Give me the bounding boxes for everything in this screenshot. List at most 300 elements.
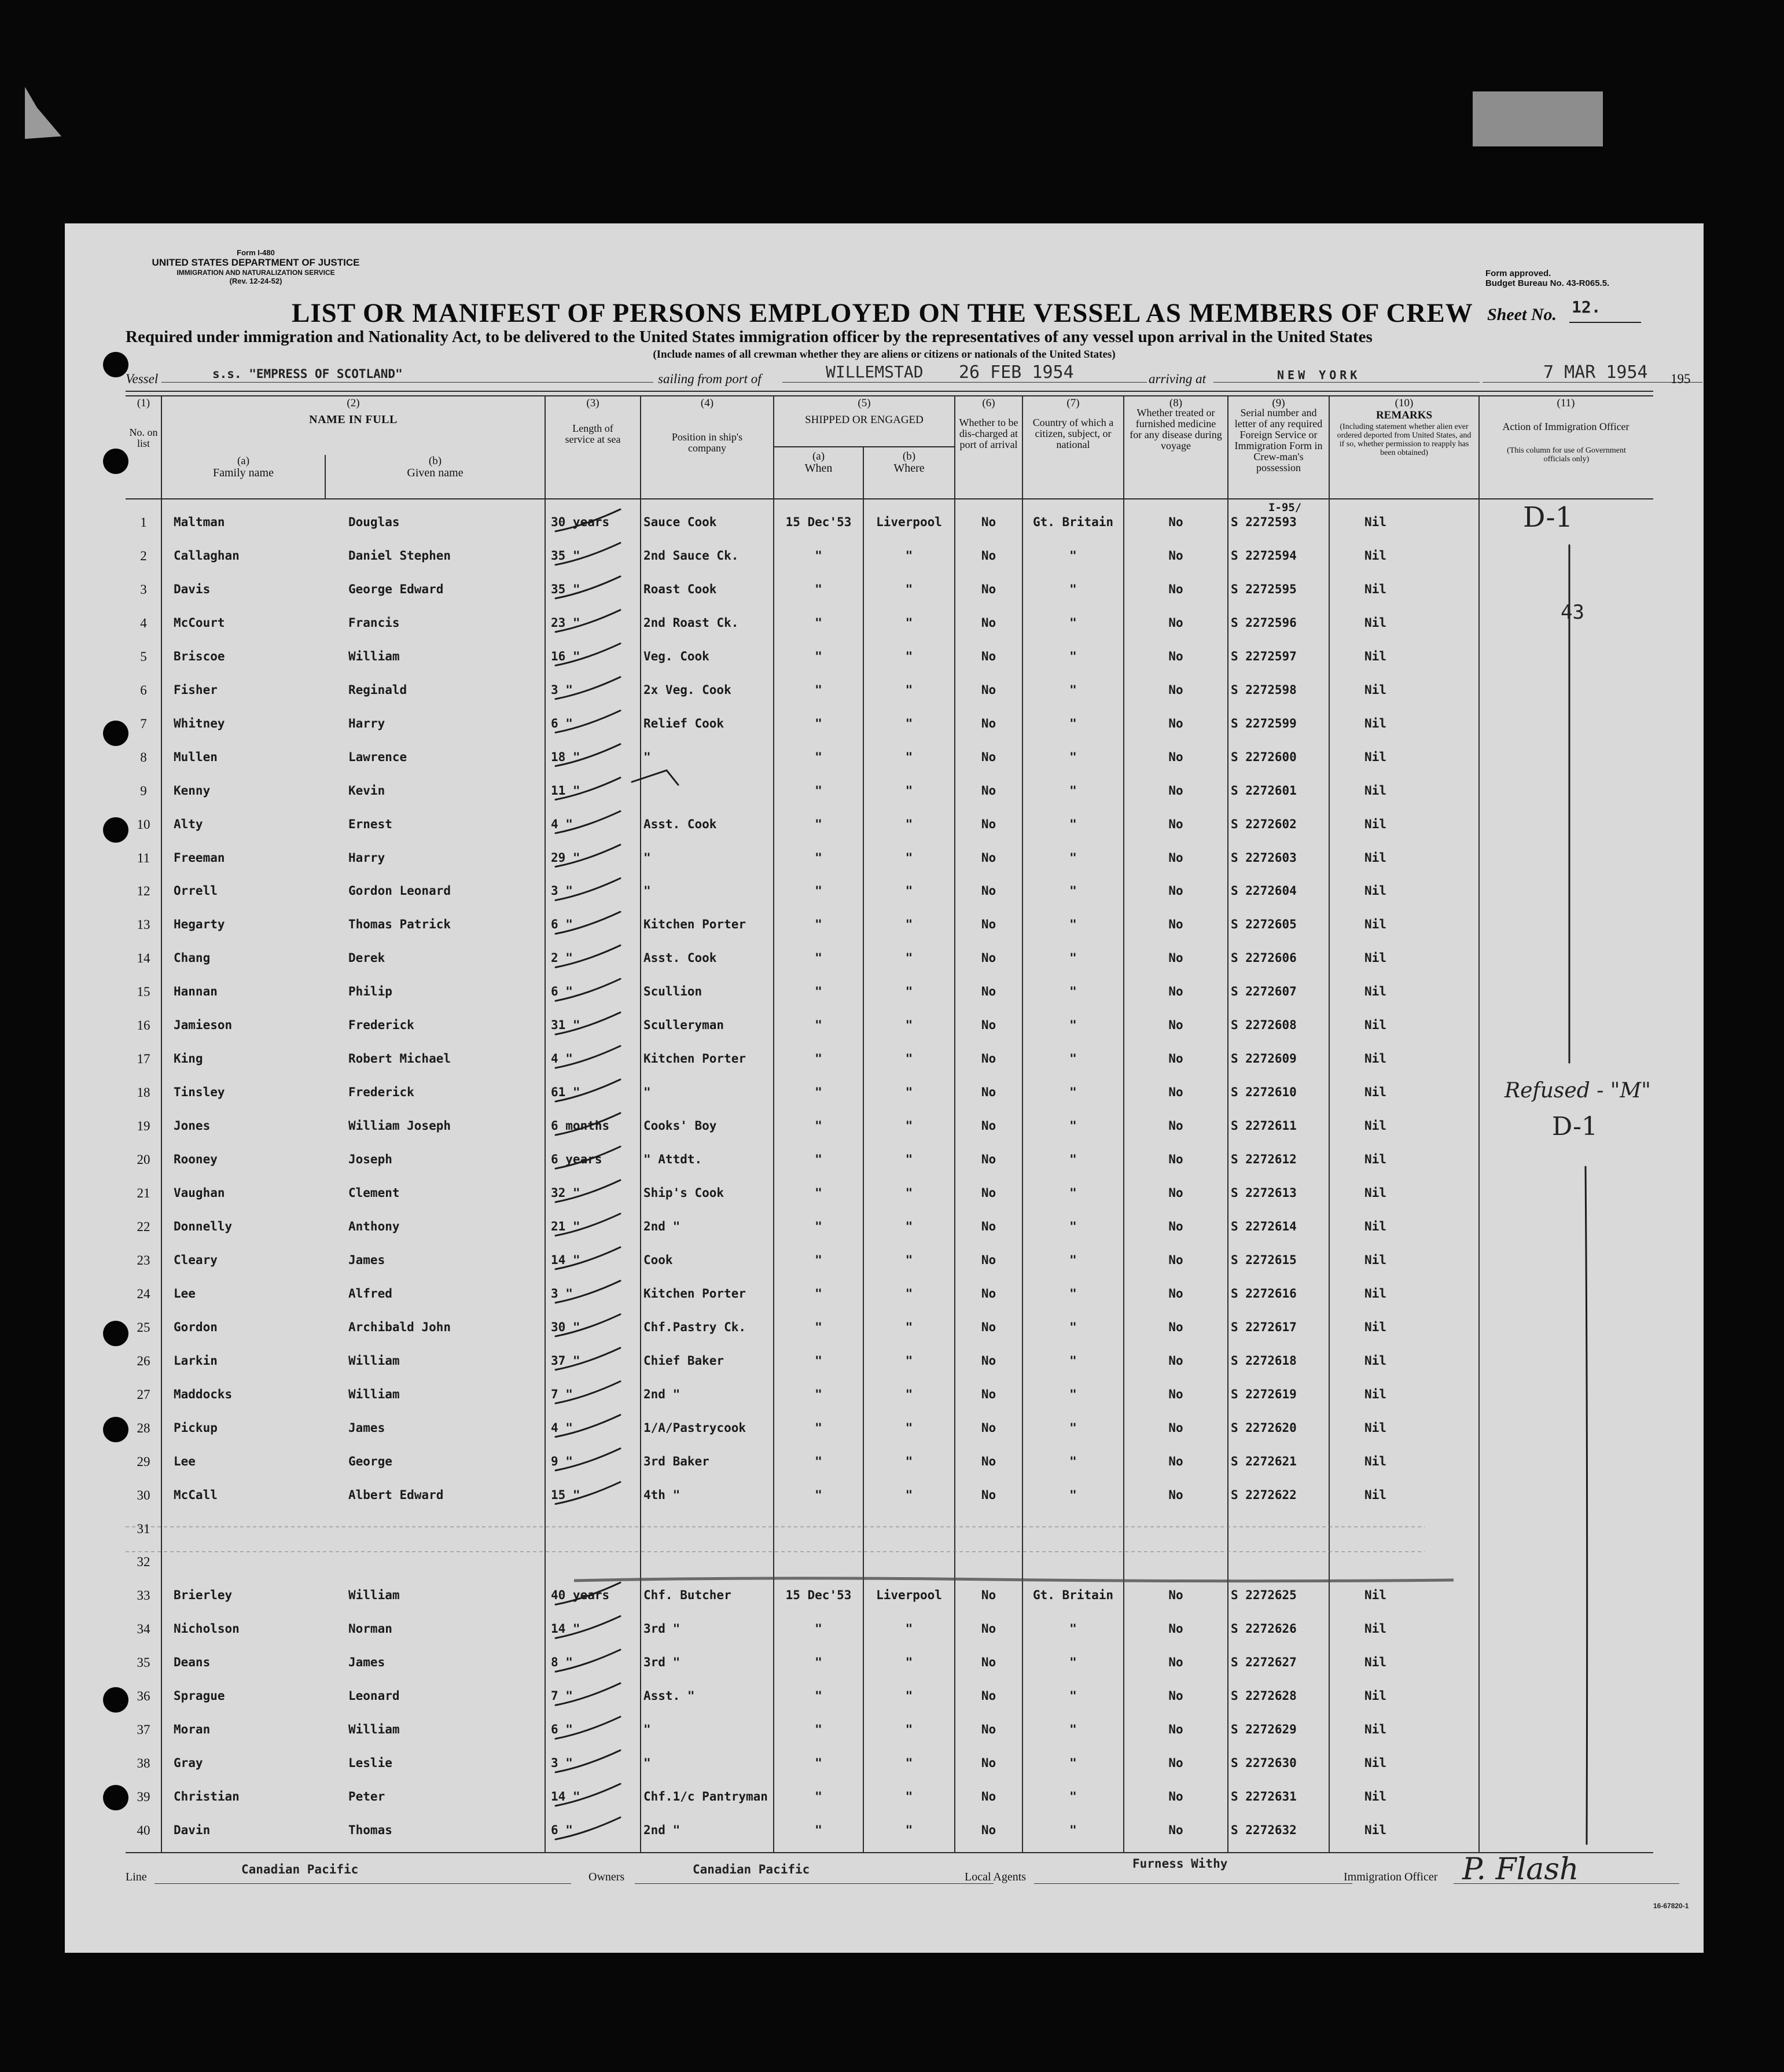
shipped-where: " — [905, 1052, 913, 1066]
shipped-when: " — [815, 716, 822, 730]
citizenship: " — [1069, 1387, 1077, 1401]
shipped-when: " — [815, 1252, 822, 1267]
service-checkmark — [556, 1784, 620, 1806]
binder-hole — [103, 817, 128, 843]
col2-header: NAME IN FULL — [309, 413, 398, 426]
position: Cook — [643, 1252, 673, 1267]
discharge-flag: No — [981, 1823, 996, 1838]
length-of-service: 14 " — [551, 1252, 580, 1267]
treated-flag: No — [1168, 1320, 1183, 1334]
officer-note-d1-bottom: D-1 — [1552, 1112, 1598, 1141]
local-agents-value: Furness Withy — [1132, 1857, 1228, 1871]
row-number: 38 — [137, 1756, 150, 1771]
citizenship: " — [1069, 984, 1077, 999]
discharge-flag: No — [981, 1420, 996, 1435]
citizenship: " — [1069, 716, 1077, 730]
arrival-date: 7 MAR 1954 — [1543, 362, 1648, 383]
paper-scrap — [1473, 91, 1603, 146]
serial-number: S 2272629 — [1231, 1722, 1297, 1737]
given-name: Thomas — [348, 1823, 392, 1838]
sailing-label: sailing from port of — [658, 372, 762, 386]
row-number: 7 — [140, 716, 147, 731]
shipped-when: " — [815, 1085, 822, 1100]
serial-number: S 2272597 — [1231, 649, 1297, 663]
row-number: 14 — [137, 951, 150, 966]
serial-number: S 2272612 — [1231, 1152, 1297, 1167]
binder-hole — [103, 449, 128, 474]
length-of-service: 4 " — [551, 1420, 573, 1435]
given-name: Clement — [348, 1186, 400, 1200]
family-name: Brierley — [174, 1588, 233, 1603]
service-checkmark — [556, 1717, 620, 1739]
treated-flag: No — [1168, 1387, 1183, 1401]
port-to: NEW YORK — [1277, 368, 1361, 382]
col3-number: (3) — [586, 397, 599, 409]
position: 1/A/Pastrycook — [643, 1420, 746, 1435]
length-of-service: 16 " — [551, 649, 580, 663]
service-checkmark — [556, 576, 620, 598]
row-number: 40 — [137, 1823, 150, 1838]
treated-flag: No — [1168, 1454, 1183, 1468]
citizenship: " — [1069, 1756, 1077, 1770]
serial-number: S 2272609 — [1231, 1052, 1297, 1066]
given-name: Leonard — [348, 1689, 400, 1703]
row-number: 33 — [137, 1588, 150, 1603]
shipped-when: " — [815, 1487, 822, 1502]
discharge-flag: No — [981, 649, 996, 663]
position: Roast Cook — [643, 582, 717, 596]
treated-flag: No — [1168, 951, 1183, 965]
serial-number: S 2272602 — [1231, 817, 1297, 831]
shipped-when: " — [815, 1320, 822, 1334]
row-number: 25 — [137, 1320, 150, 1335]
length-of-service: 3 " — [551, 1756, 573, 1770]
shipped-when: " — [815, 917, 822, 932]
vessel-name: s.s. "EMPRESS OF SCOTLAND" — [212, 367, 403, 381]
family-name: Vaughan — [174, 1186, 225, 1200]
discharge-flag: No — [981, 1722, 996, 1737]
remarks: Nil — [1364, 1756, 1386, 1770]
row-number: 30 — [137, 1487, 150, 1502]
shipped-where: " — [905, 1487, 913, 1502]
family-name: Hegarty — [174, 917, 225, 932]
family-name: Nicholson — [174, 1622, 240, 1636]
given-name: Kevin — [348, 783, 385, 798]
officer-note-refused: Refused - "M" — [1505, 1079, 1651, 1103]
treated-flag: No — [1168, 1252, 1183, 1267]
col11-header: Action of Immigration Officer — [1502, 421, 1629, 432]
service-name: IMMIGRATION AND NATURALIZATION SERVICE — [176, 269, 335, 277]
given-name: Harry — [348, 850, 385, 865]
position: 2nd Roast Ck. — [643, 615, 739, 630]
family-name: Mullen — [174, 750, 218, 764]
family-name: Orrell — [174, 884, 218, 898]
remarks: Nil — [1364, 1286, 1386, 1300]
citizenship: " — [1069, 649, 1077, 663]
row-number: 8 — [140, 750, 147, 765]
position: 4th " — [643, 1487, 681, 1502]
family-name: Hannan — [174, 984, 218, 999]
length-of-service: 6 " — [551, 716, 573, 730]
row-number: 5 — [140, 649, 147, 664]
length-of-service: 37 " — [551, 1353, 580, 1368]
serial-number: S 2272605 — [1231, 917, 1297, 932]
remarks: Nil — [1364, 951, 1386, 965]
length-of-service: 2 " — [551, 951, 573, 965]
remarks: Nil — [1364, 783, 1386, 798]
revision-date: (Rev. 12-24-52) — [229, 277, 282, 285]
treated-flag: No — [1168, 1353, 1183, 1368]
treated-flag: No — [1168, 1420, 1183, 1435]
citizenship: " — [1069, 1454, 1077, 1468]
col5-number: (5) — [858, 397, 871, 409]
service-checkmark — [556, 1817, 620, 1839]
position: Sculleryman — [643, 1018, 724, 1033]
remarks: Nil — [1364, 1085, 1386, 1100]
length-of-service: 30 " — [551, 1320, 580, 1334]
discharge-flag: No — [981, 750, 996, 764]
discharge-flag: No — [981, 783, 996, 798]
col7-header: Country of which a citizen, subject, or national — [1032, 417, 1114, 450]
torn-paper-scrap — [21, 87, 61, 139]
treated-flag: No — [1168, 515, 1183, 529]
remarks: Nil — [1364, 1119, 1386, 1133]
remarks: Nil — [1364, 1186, 1386, 1200]
discharge-flag: No — [981, 1790, 996, 1804]
col2b-header: Given name — [407, 466, 464, 479]
position: " — [643, 750, 651, 764]
discharge-flag: No — [981, 1186, 996, 1200]
treated-flag: No — [1168, 1219, 1183, 1233]
binder-hole — [103, 721, 128, 746]
binder-hole — [103, 1687, 128, 1713]
citizenship: " — [1069, 1018, 1077, 1033]
given-name: William — [348, 1722, 400, 1737]
binder-hole — [103, 1417, 128, 1442]
given-name: James — [348, 1252, 385, 1267]
shipped-when: " — [815, 1219, 822, 1233]
col2a-number: (a) — [237, 455, 250, 467]
length-of-service: 6 " — [551, 984, 573, 999]
serial-number: S 2272614 — [1231, 1219, 1297, 1233]
col6-number: (6) — [982, 397, 995, 409]
service-checkmark — [556, 1147, 620, 1169]
shipped-where: " — [905, 1320, 913, 1334]
service-checkmark — [556, 979, 620, 1001]
length-of-service: 35 " — [551, 548, 580, 563]
given-name: Frederick — [348, 1085, 414, 1100]
family-name: Callaghan — [174, 548, 240, 563]
treated-flag: No — [1168, 783, 1183, 798]
row-number: 28 — [137, 1420, 150, 1435]
col3-header: Length of service at sea — [565, 423, 621, 445]
position: Chief Baker — [643, 1353, 724, 1368]
service-checkmark — [556, 1348, 620, 1370]
citizenship: " — [1069, 1420, 1077, 1435]
service-checkmark — [556, 1649, 620, 1671]
shipped-where: " — [905, 682, 913, 697]
family-name: Gray — [174, 1756, 203, 1770]
citizenship: " — [1069, 682, 1077, 697]
shipped-when: " — [815, 615, 822, 630]
position: Relief Cook — [643, 716, 724, 730]
shipped-where: " — [905, 1219, 913, 1233]
service-checkmark — [556, 1046, 620, 1068]
given-name: William Joseph — [348, 1119, 451, 1133]
department-name: UNITED STATES DEPARTMENT OF JUSTICE — [152, 257, 360, 268]
position: " — [643, 1085, 651, 1100]
position: " — [643, 884, 651, 898]
citizenship: " — [1069, 783, 1077, 798]
given-name: Norman — [348, 1622, 392, 1636]
citizenship: Gt. Britain — [1032, 515, 1114, 529]
citizenship: " — [1069, 1286, 1077, 1300]
family-name: Pickup — [174, 1420, 218, 1435]
row-number: 19 — [137, 1119, 150, 1134]
given-name: Anthony — [348, 1219, 400, 1233]
serial-number: S 2272630 — [1231, 1756, 1297, 1770]
family-name: King — [174, 1052, 203, 1066]
row-number: 24 — [137, 1286, 150, 1301]
service-checkmark — [556, 1683, 620, 1705]
shipped-when: " — [815, 582, 822, 596]
treated-flag: No — [1168, 984, 1183, 999]
serial-number: S 2272598 — [1231, 682, 1297, 697]
citizenship: " — [1069, 817, 1077, 831]
row-number: 13 — [137, 917, 150, 932]
remarks: Nil — [1364, 917, 1386, 932]
citizenship: " — [1069, 951, 1077, 965]
given-name: Thomas Patrick — [348, 917, 451, 932]
treated-flag: No — [1168, 1722, 1183, 1737]
shipped-where: " — [905, 1655, 913, 1670]
discharge-flag: No — [981, 917, 996, 932]
remarks: Nil — [1364, 1588, 1386, 1603]
discharge-flag: No — [981, 582, 996, 596]
given-name: Harry — [348, 716, 385, 730]
shipped-where: " — [905, 951, 913, 965]
treated-flag: No — [1168, 1622, 1183, 1636]
treated-flag: No — [1168, 1588, 1183, 1603]
given-name: Alfred — [348, 1286, 392, 1300]
discharge-flag: No — [981, 1018, 996, 1033]
row-number: 29 — [137, 1454, 150, 1469]
col5b-header: Where — [893, 462, 925, 475]
treated-flag: No — [1168, 548, 1183, 563]
serial-number: S 2272596 — [1231, 615, 1297, 630]
given-name: Joseph — [348, 1152, 392, 1167]
shipped-where: " — [905, 1018, 913, 1033]
discharge-flag: No — [981, 1756, 996, 1770]
col8-number: (8) — [1169, 397, 1183, 409]
length-of-service: 61 " — [551, 1085, 580, 1100]
shipped-when: " — [815, 682, 822, 697]
serial-number: S 2272604 — [1231, 884, 1297, 898]
shipped-where: " — [905, 750, 913, 764]
shipped-when: " — [815, 1622, 822, 1636]
shipped-when: " — [815, 548, 822, 563]
discharge-flag: No — [981, 984, 996, 999]
officer-label: Immigration Officer — [1344, 1871, 1438, 1883]
citizenship: " — [1069, 1722, 1077, 1737]
shipped-where: Liverpool — [876, 515, 942, 529]
shipped-where: " — [905, 1353, 913, 1368]
citizenship: " — [1069, 850, 1077, 865]
treated-flag: No — [1168, 716, 1183, 730]
family-name: Gordon — [174, 1320, 218, 1334]
discharge-flag: No — [981, 850, 996, 865]
shipped-where: " — [905, 1823, 913, 1838]
family-name: Donnelly — [174, 1219, 233, 1233]
remarks: Nil — [1364, 615, 1386, 630]
serial-number: S 2272600 — [1231, 750, 1297, 764]
family-name: McCourt — [174, 615, 225, 630]
family-name: Jones — [174, 1119, 211, 1133]
row-number: 36 — [137, 1689, 150, 1704]
service-checkmark — [556, 1113, 620, 1135]
form-note: (Include names of all crewman whether they are aliens or citizens or nationals of the United States) — [653, 348, 1116, 361]
col1-number: (1) — [137, 397, 150, 409]
document-code: 16-67820-1 — [1653, 1902, 1689, 1910]
discharge-flag: No — [981, 1622, 996, 1636]
col8-header: Whether treated or furnished medicine for any disease during voyage — [1130, 407, 1222, 451]
remarks: Nil — [1364, 984, 1386, 999]
family-name: Moran — [174, 1722, 211, 1737]
row-number: 10 — [137, 817, 150, 832]
service-checkmark — [556, 1415, 620, 1437]
serial-number: S 2272615 — [1231, 1252, 1297, 1267]
position: " — [643, 1756, 651, 1770]
given-name: William — [348, 1588, 400, 1603]
row-number: 16 — [137, 1018, 150, 1033]
shipped-where: " — [905, 884, 913, 898]
given-name: Frederick — [348, 1018, 414, 1033]
length-of-service: 6 years — [551, 1152, 602, 1167]
position: Kitchen Porter — [643, 1052, 746, 1066]
officer-bracket-line-bottom — [1586, 1167, 1587, 1844]
given-name: Leslie — [348, 1756, 392, 1770]
position: Chf.1/c Pantryman — [643, 1790, 768, 1804]
line-label: Line — [126, 1871, 147, 1883]
length-of-service: 31 " — [551, 1018, 580, 1033]
citizenship: " — [1069, 1252, 1077, 1267]
length-of-service: 4 " — [551, 817, 573, 831]
family-name: Alty — [174, 817, 203, 831]
given-name: James — [348, 1655, 385, 1670]
serial-number: S 2272607 — [1231, 984, 1297, 999]
treated-flag: No — [1168, 1487, 1183, 1502]
shipped-when: " — [815, 884, 822, 898]
length-of-service: 35 " — [551, 582, 580, 596]
citizenship: " — [1069, 1085, 1077, 1100]
citizenship: " — [1069, 1320, 1077, 1334]
citizenship: " — [1069, 1219, 1077, 1233]
serial-number: S 2272618 — [1231, 1353, 1297, 1368]
discharge-flag: No — [981, 1454, 996, 1468]
treated-flag: No — [1168, 1790, 1183, 1804]
shipped-where: " — [905, 1119, 913, 1133]
binder-hole — [103, 1785, 128, 1810]
row-number: 23 — [137, 1252, 150, 1268]
treated-flag: No — [1168, 1085, 1183, 1100]
serial-number: S 2272621 — [1231, 1454, 1297, 1468]
remarks: Nil — [1364, 1689, 1386, 1703]
length-of-service: 3 " — [551, 682, 573, 697]
discharge-flag: No — [981, 1655, 996, 1670]
row-number: 31 — [137, 1521, 150, 1536]
given-name: Reginald — [348, 682, 407, 697]
given-name: William — [348, 1387, 400, 1401]
given-name: George — [348, 1454, 392, 1468]
remarks: Nil — [1364, 1655, 1386, 1670]
row-number: 2 — [140, 548, 147, 563]
binder-hole — [103, 352, 128, 377]
position: Kitchen Porter — [643, 1286, 746, 1300]
service-checkmark — [556, 811, 620, 833]
treated-flag: No — [1168, 615, 1183, 630]
shipped-when: " — [815, 1018, 822, 1033]
citizenship: " — [1069, 1052, 1077, 1066]
discharge-flag: No — [981, 817, 996, 831]
shipped-where: " — [905, 1722, 913, 1737]
given-name: Douglas — [348, 515, 400, 529]
length-of-service: 9 " — [551, 1454, 573, 1468]
position: 2nd " — [643, 1219, 681, 1233]
length-of-service: 40 years — [551, 1588, 610, 1603]
length-of-service: 6 " — [551, 1823, 573, 1838]
family-name: Rooney — [174, 1152, 218, 1167]
position: " — [643, 850, 651, 865]
remarks: Nil — [1364, 1152, 1386, 1167]
col9-number: (9) — [1272, 397, 1285, 409]
row-number: 1 — [140, 515, 147, 530]
remarks: Nil — [1364, 1320, 1386, 1334]
shipped-when: " — [815, 1790, 822, 1804]
service-checkmark — [556, 711, 620, 733]
officer-signature: P. Flash — [1462, 1852, 1579, 1887]
given-name: William — [348, 649, 400, 663]
form-approved-text: Form approved. — [1485, 269, 1551, 278]
service-checkmark — [556, 644, 620, 666]
family-name: Briscoe — [174, 649, 225, 663]
shipped-where: " — [905, 1420, 913, 1435]
citizenship: " — [1069, 1152, 1077, 1167]
shipped-where: " — [905, 850, 913, 865]
position: 2nd Sauce Ck. — [643, 548, 739, 563]
row-number: 21 — [137, 1186, 150, 1200]
col4-number: (4) — [700, 397, 714, 409]
discharge-flag: No — [981, 615, 996, 630]
treated-flag: No — [1168, 1689, 1183, 1703]
col10-number: (10) — [1395, 397, 1414, 409]
remarks: Nil — [1364, 1219, 1386, 1233]
citizenship: " — [1069, 884, 1077, 898]
row-number: 20 — [137, 1152, 150, 1167]
given-name: George Edward — [348, 582, 444, 596]
remarks: Nil — [1364, 1790, 1386, 1804]
service-checkmark — [556, 610, 620, 632]
service-checkmark — [556, 1247, 620, 1269]
treated-flag: No — [1168, 917, 1183, 932]
shipped-where: " — [905, 1085, 913, 1100]
position: Asst. Cook — [643, 951, 717, 965]
serial-number: S 2272619 — [1231, 1387, 1297, 1401]
position: 2x Veg. Cook — [643, 682, 731, 697]
citizenship: " — [1069, 1689, 1077, 1703]
shipped-where: " — [905, 548, 913, 563]
position: " Attdt. — [643, 1152, 702, 1167]
row-number: 6 — [140, 682, 147, 697]
